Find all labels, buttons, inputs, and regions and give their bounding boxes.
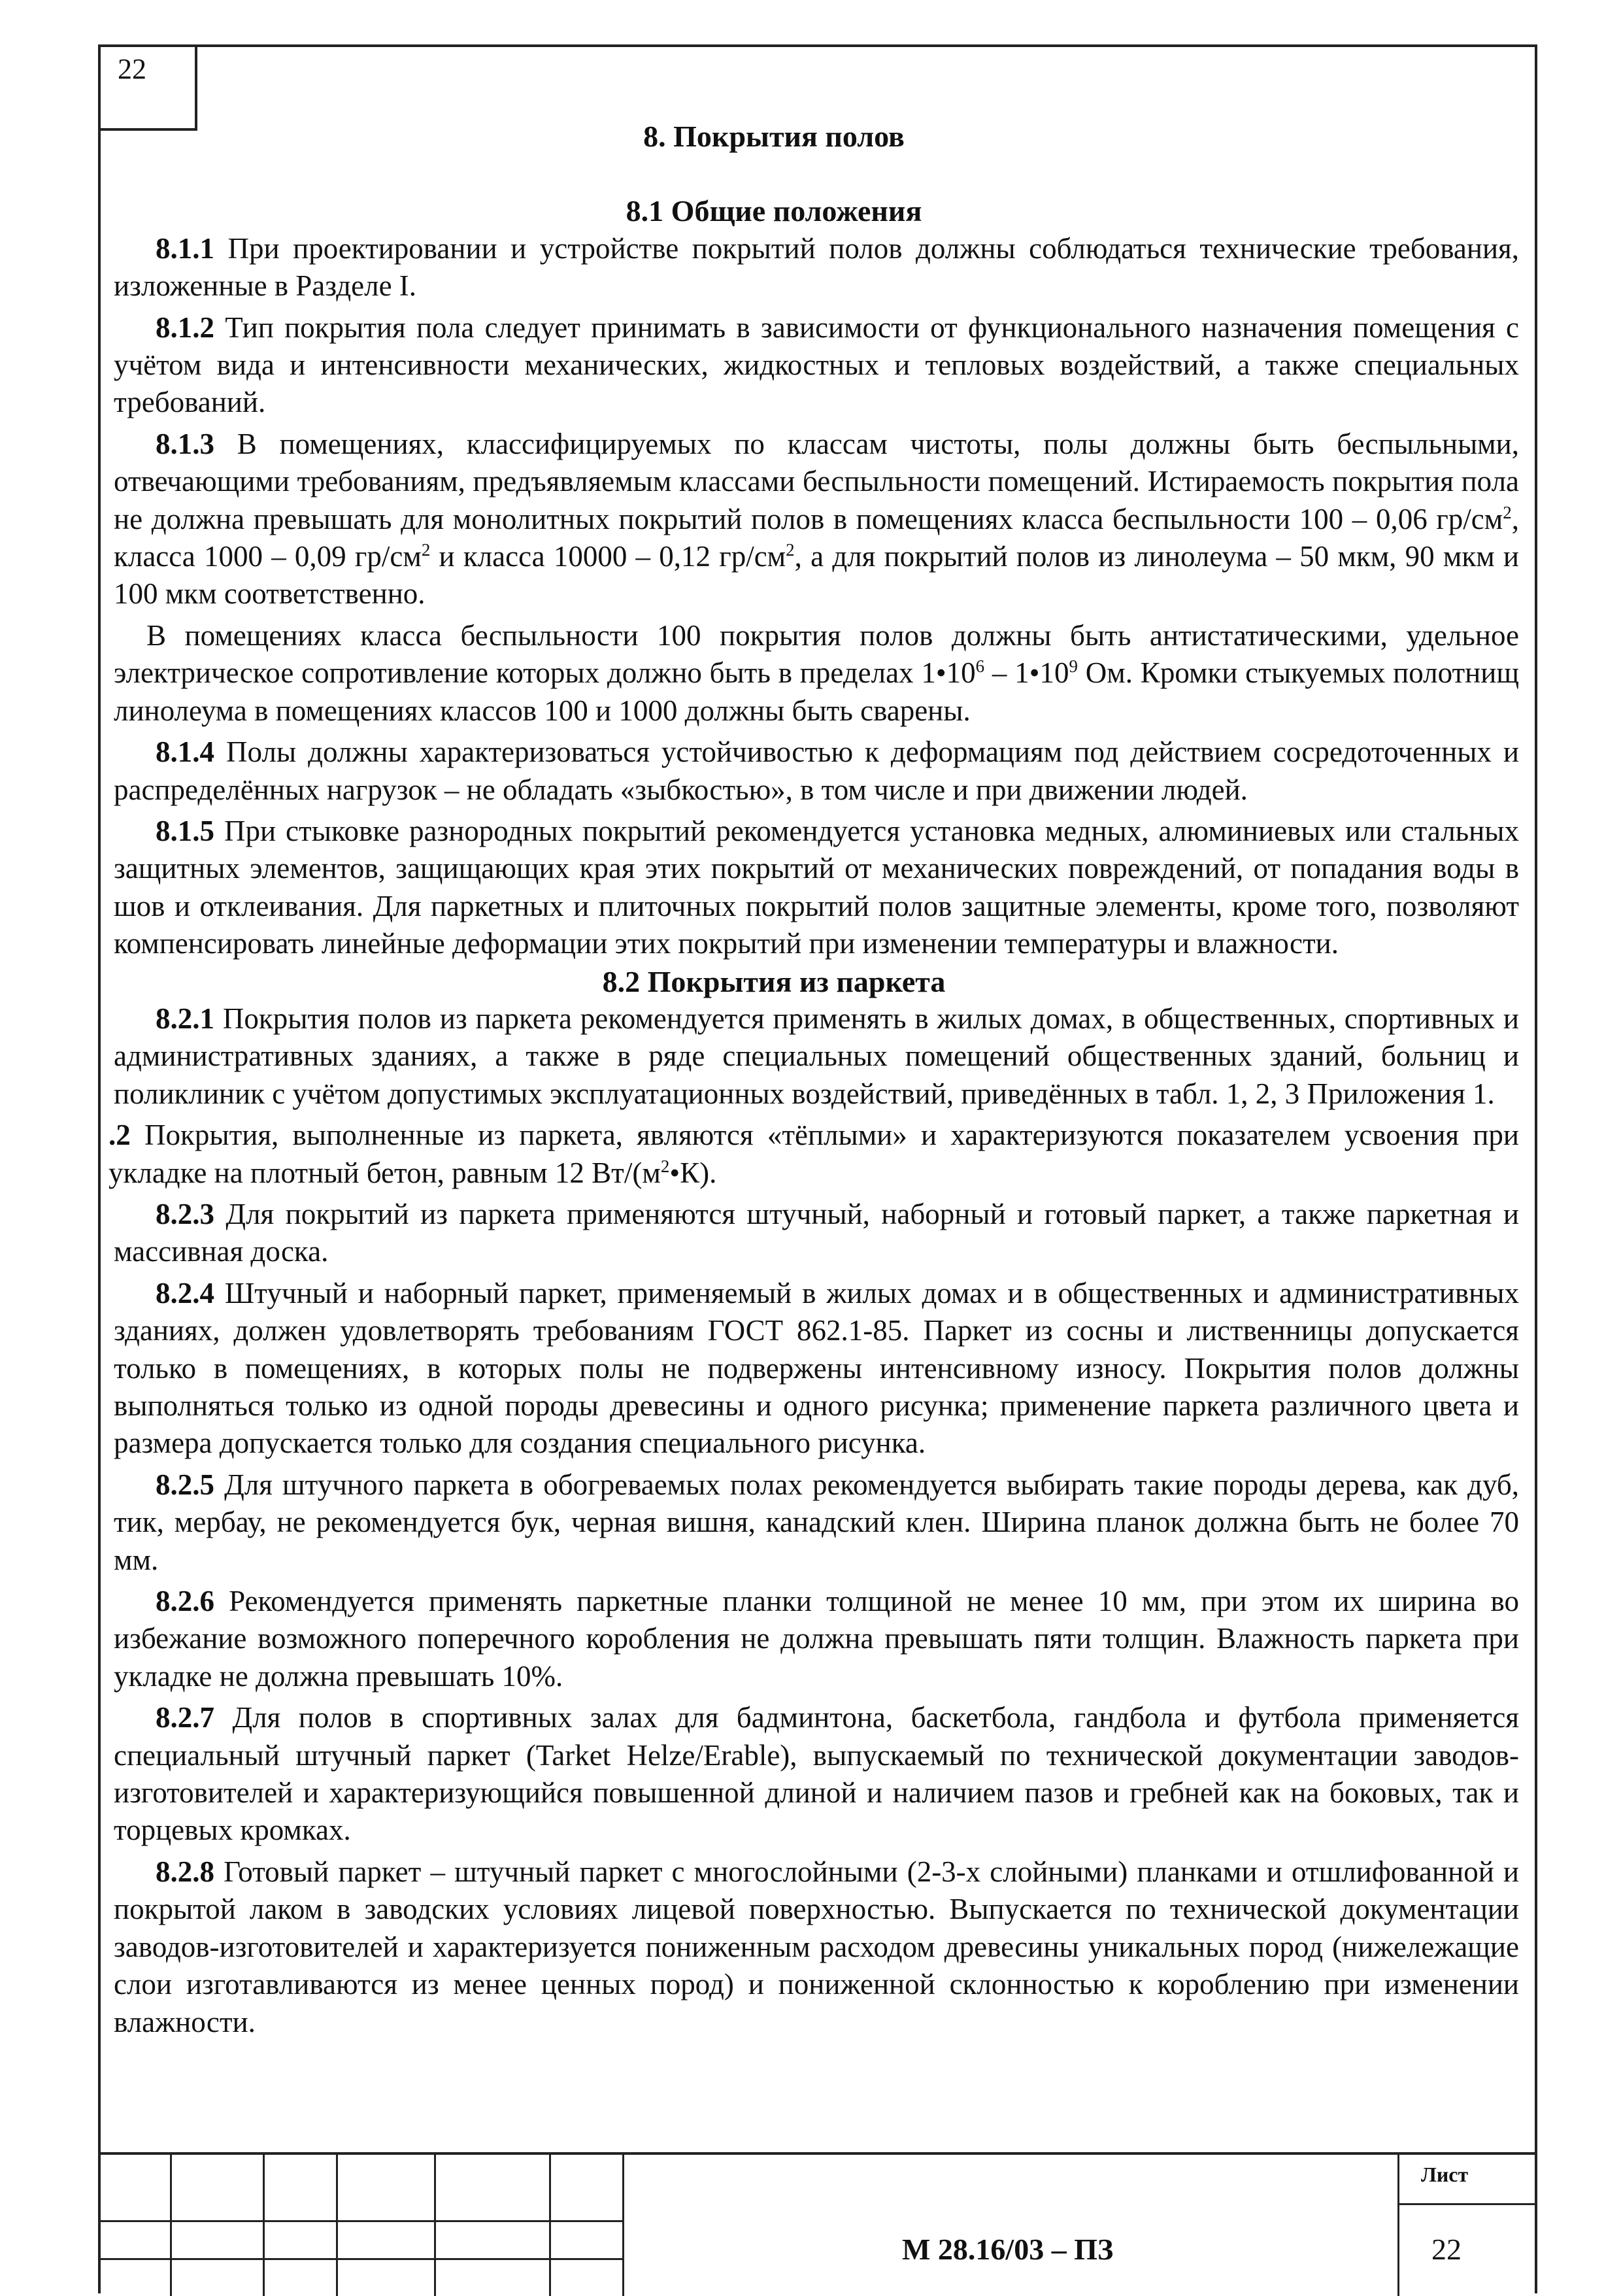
section-title: 8. Покрытия полов (643, 120, 905, 153)
clause-text: Готовый паркет – штучный паркет с многослойными (2-3-х слойными) планками и отшлифованной и покрытой лаком в заводских условиях лицевой поверхностью. Выпускается по технической документации заводов-изготовителей и характеризуется пониженным расходом древесины уникальных пород (нижележащие слои изготавливаются из менее ценных пород) и пониженной склонностью к короблению при изменении влажности. (114, 1855, 1519, 2038)
clause-number: 8.1.5 (156, 814, 214, 847)
clause-number: 8.2.5 (156, 1468, 214, 1501)
clause-text: Полы должны характеризоваться устойчивостью к деформациям под действием сосредоточенных и распределённых нагрузок – не обладать «зыбкостью», в том числе и при движении людей. (114, 735, 1519, 806)
clause-text: Для покрытий из паркета применяются штучный, наборный и готовый паркет, а также паркетная и массивная доска. (114, 1197, 1519, 1268)
paragraph-8-1-3-continued (114, 617, 1519, 730)
clause-text: Ом. Кромки стыкуемых полотнищ линолеума в помещениях классов 100 и 1000 должны быть сварены. (114, 656, 1520, 727)
clause-number: 8.1.2 (156, 311, 214, 344)
clause-number: 8.2.1 (156, 1002, 214, 1035)
clause-number: .2 (109, 1119, 131, 1152)
grid-line (622, 2155, 624, 2296)
clause-text: •К). (669, 1156, 717, 1189)
paragraph-8-2-6 (114, 1583, 1519, 1695)
clause-text: Рекомендуется применять паркетные планки толщиной не менее 10 мм, при этом их ширина во избежание возможного поперечного коробления не должна превышать пяти толщин. Влажность паркета при укладке не должна превышать 10%. (114, 1585, 1519, 1693)
paragraph-8-2-7 (114, 1699, 1519, 1849)
clause-number: 8.2.3 (156, 1197, 214, 1230)
paragraph-8-2-3 (114, 1196, 1519, 1271)
grid-line (336, 2155, 338, 2296)
superscript: 2 (421, 540, 431, 560)
superscript: 2 (786, 540, 795, 560)
clause-text: , а для покрытий полов из линолеума – 50 мкм, 90 мкм и 100 мкм соответственно. (114, 540, 1519, 611)
clause-text: При стыковке разнородных покрытий рекомендуется установка медных, алюминиевых или стальных защитных элементов, защищающих края этих покрытий от механических повреждений, от попадания воды в шов и отклеивания. Для паркетных и плиточных покрытий полов защитные элементы, кроме того, позволяют компенсировать линейные деформации этих покрытий при изменении температуры и влажности. (114, 814, 1519, 960)
superscript: 6 (975, 656, 985, 677)
sheet-number: 22 (1431, 2233, 1462, 2266)
grid-line (98, 2220, 622, 2222)
paragraph-8-2-8 (114, 1853, 1519, 2041)
grid-line (1397, 2155, 1399, 2296)
paragraph-8-2-2 (109, 1117, 1519, 1192)
paragraph-8-2-4 (114, 1275, 1519, 1462)
clause-number: 8.2.6 (156, 1585, 214, 1618)
paragraph-8-1-3 (114, 426, 1519, 613)
superscript: 2 (1503, 502, 1512, 522)
clause-number: 8.1.4 (156, 735, 214, 769)
clause-text: Покрытия полов из паркета рекомендуется применять в жилых домах, в общественных, спортивных и административных зданиях, а также в ряде специальных помещений общественных зданий, больниц и поликлиник с учётом допустимых эксплуатационных воздействий, приведённых в табл. 1, 2, 3 Приложения 1. (114, 1002, 1519, 1110)
paragraph-8-1-4 (114, 734, 1519, 809)
paragraph-8-2-1 (114, 1000, 1519, 1113)
paragraph-8-2-5 (114, 1466, 1519, 1579)
grid-line (1397, 2203, 1537, 2205)
clause-text: и класса 10000 – 0,12 гр/см (430, 540, 786, 573)
grid-line (549, 2155, 551, 2296)
clause-text: В помещениях класса беспыльности 100 покрытия полов должны быть антистатическими, удельное электрическое сопротивление которых должно быть в пределах 1•10 (114, 618, 1519, 690)
clause-text: – 1•10 (984, 656, 1069, 690)
page-number: 22 (118, 53, 146, 85)
clause-text: Тип покрытия пола следует принимать в зависимости от функционального назначения помещения с учётом вида и интенсивности механических, жидкостных и тепловых воздействий, а также специальных требований. (114, 311, 1519, 419)
clause-text: При проектировании и устройстве покрытий полов должны соблюдаться технические требования, изложенные в Разделе I. (114, 231, 1519, 303)
clause-number: 8.1.1 (156, 231, 214, 265)
grid-line (434, 2155, 436, 2296)
clause-text: В помещениях, классифицируемых по классам чистоты, полы должны быть беспыльными, отвечающими требованиям, предъявляемым классами беспыльности помещений. Истираемость покрытия пола не должна превышать для монолитных покрытий полов в помещениях класса беспыльности 100 – 0,06 гр/см (114, 427, 1519, 535)
paragraph-8-1-5 (114, 813, 1519, 963)
document-body (109, 118, 1520, 2041)
clause-text: Для полов в спортивных залах для бадминтона, баскетбола, гандбола и футбола применяется специальный штучный паркет (Tarket Helze/Erable), выпускаемый по технической документации заводов-изготовителей и характеризующийся повышенной длиной и наличием пазов и гребней как на боковых, так и торцевых кромках. (114, 1701, 1519, 1847)
sheet-label: Лист (1421, 2163, 1469, 2186)
subsection-title-parquet: 8.2 Покрытия из паркета (602, 964, 946, 998)
document-code: М 28.16/03 – ПЗ (902, 2233, 1114, 2266)
clause-text: Штучный и наборный паркет, применяемый в жилых домах и в общественных и административных зданиях, должен удовлетворять требованиям ГОСТ 862.1-85. Паркет из сосны и лиственницы допускается только в помещениях, в которых полы не подвержены интенсивному износу. Покрытия полов должны выполняться только из одной породы древесины и одного рисунка; применение паркета различного цвета и размера допускается только для создания специального рисунка. (114, 1276, 1519, 1460)
clause-text: , класса 1000 – 0,09 гр/см (114, 502, 1519, 573)
clause-number: 8.2.8 (156, 1855, 214, 1888)
clause-number: 8.1.3 (156, 427, 214, 460)
title-block (98, 2152, 1537, 2293)
clause-number: 8.2.7 (156, 1701, 214, 1734)
superscript: 9 (1069, 656, 1078, 677)
grid-line (98, 2258, 622, 2260)
clause-text: Для штучного паркета в обогреваемых полах рекомендуется выбирать такие породы дерева, как дуб, тик, мербау, не рекомендуется бук, черная вишня, канадский клен. Ширина планок должна быть не более 70 мм. (114, 1468, 1519, 1576)
clause-text: Покрытия, выполненные из паркета, являются «тёплыми» и характеризуются показателем усвоения при укладке на плотный бетон, равным 12 Вт/(м (109, 1119, 1519, 1189)
clause-number: 8.2.4 (156, 1276, 214, 1309)
subsection-title-general: 8.1 Общие положения (626, 194, 922, 228)
paragraph-8-1-2 (114, 309, 1519, 422)
superscript: 2 (660, 1156, 670, 1176)
grid-line (263, 2155, 265, 2296)
paragraph-8-1-1 (114, 230, 1519, 305)
grid-line (170, 2155, 172, 2296)
